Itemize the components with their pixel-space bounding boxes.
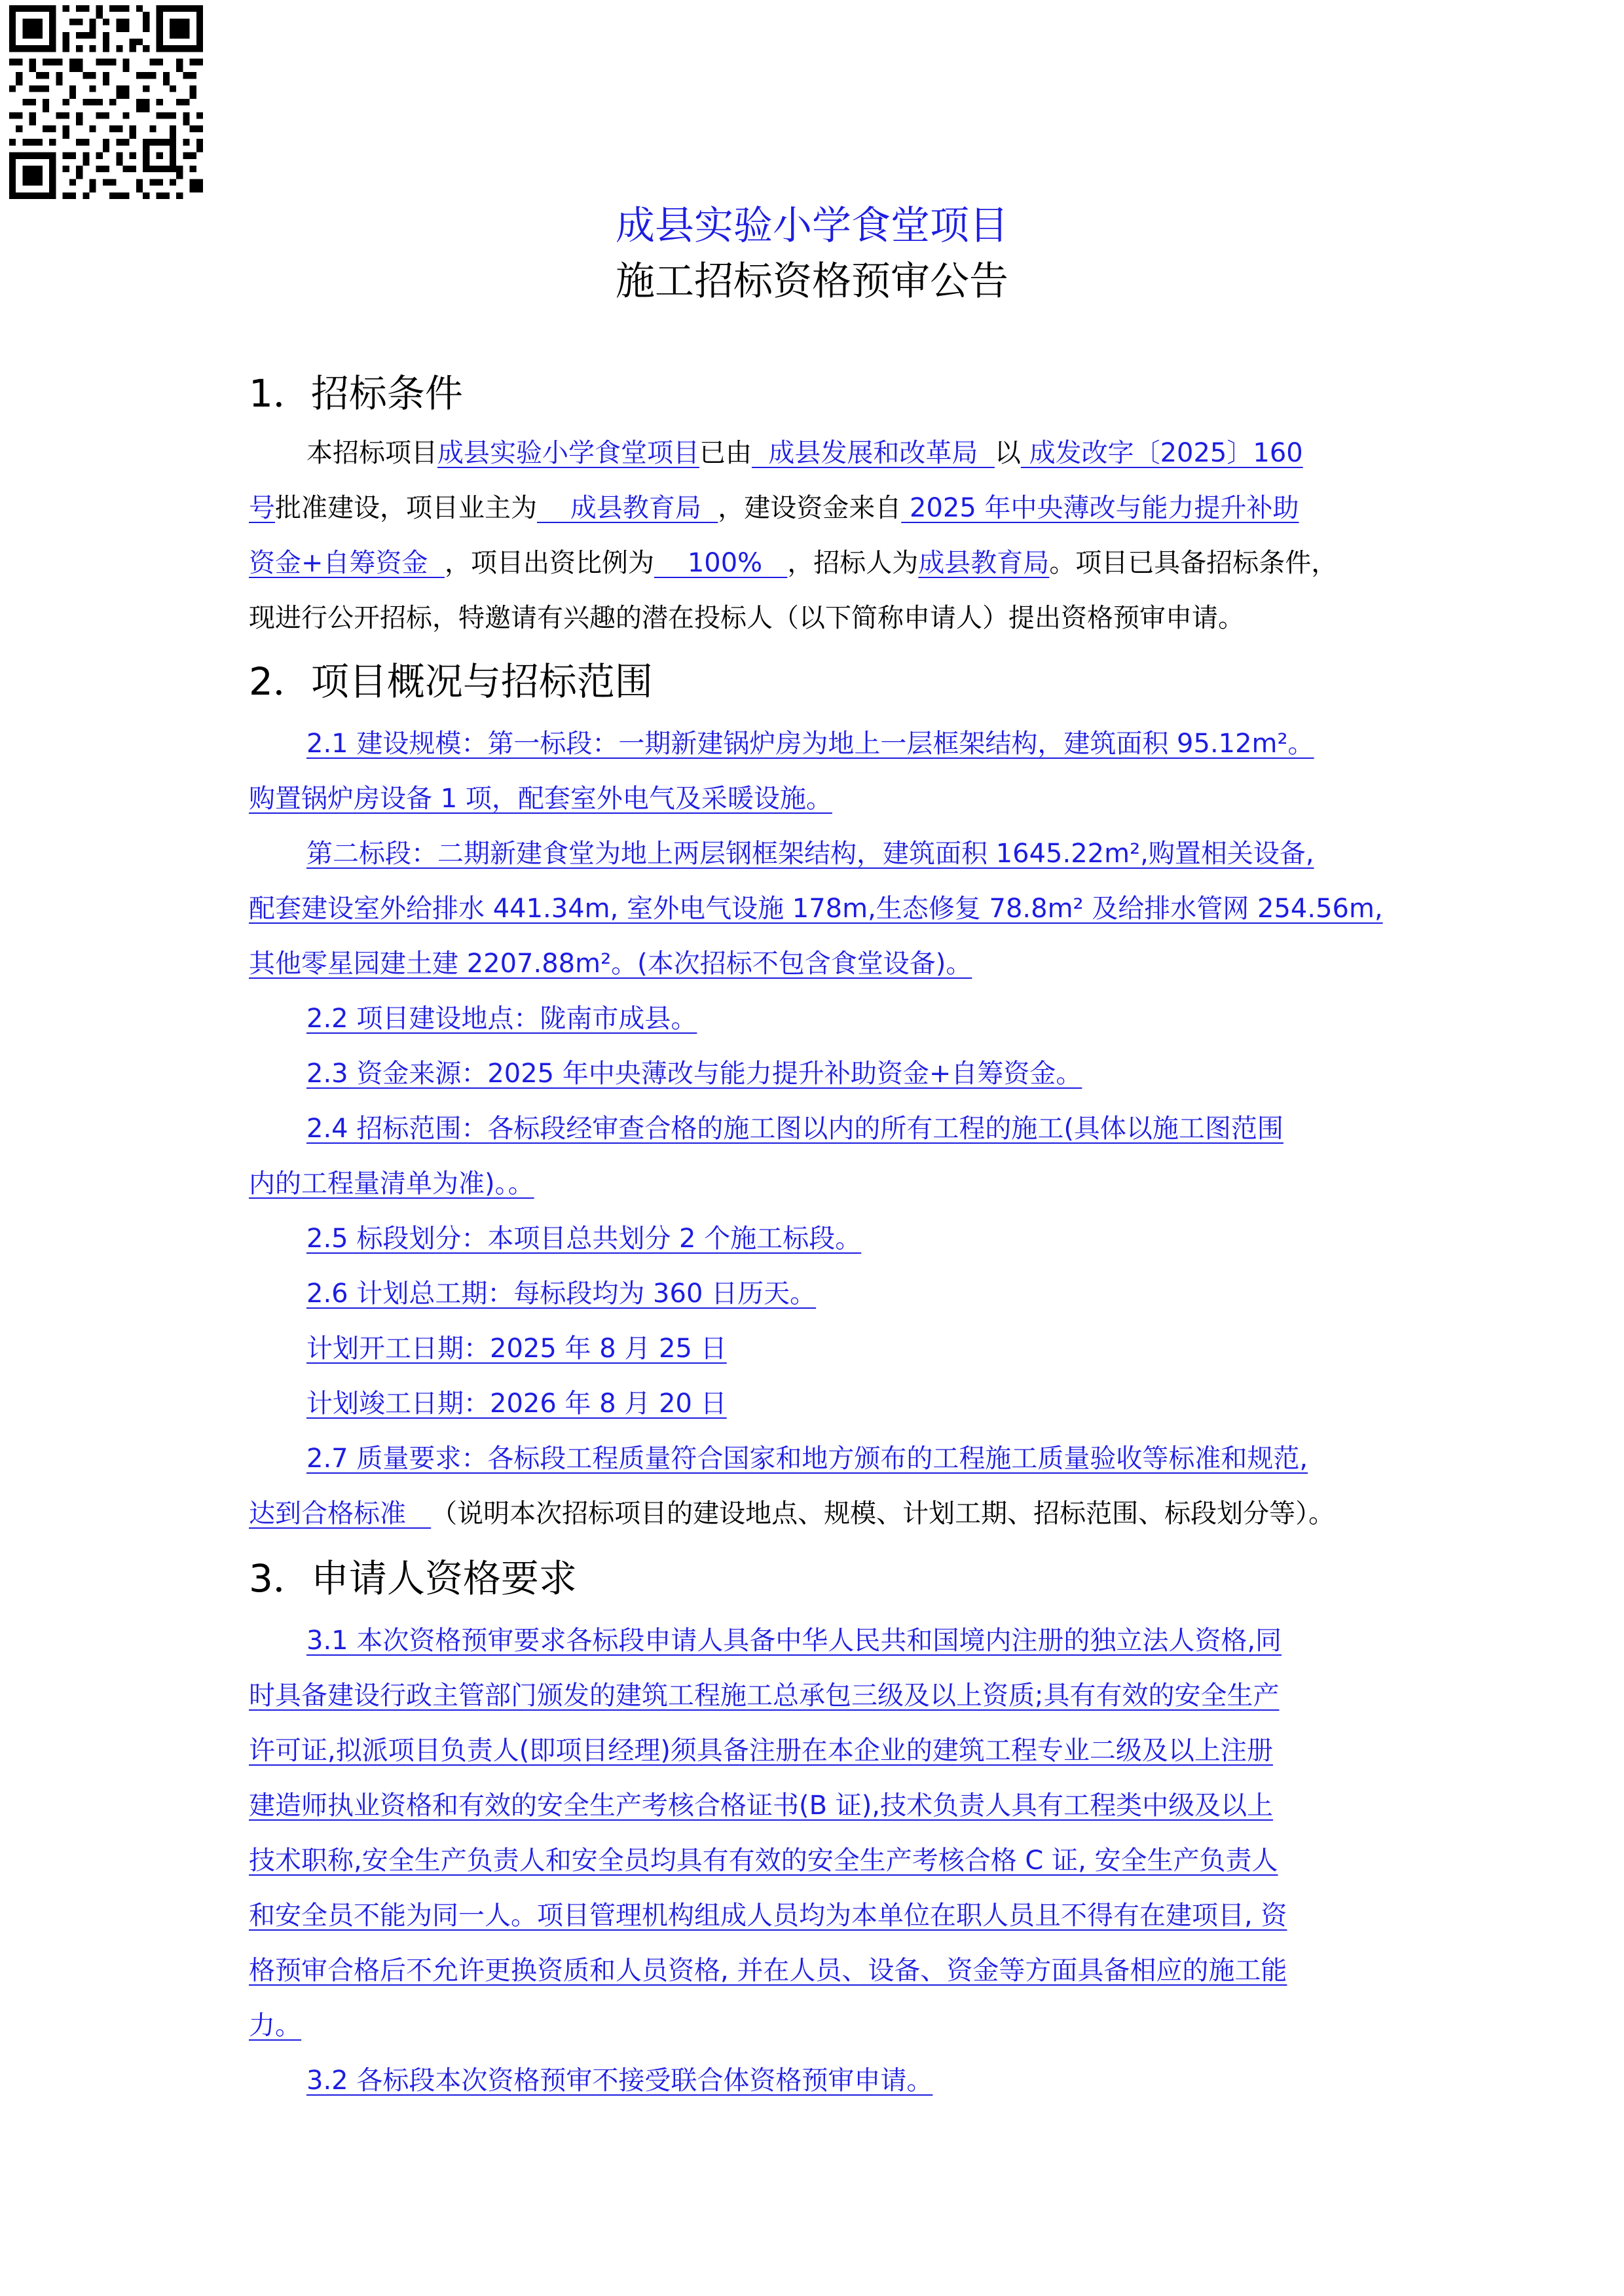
s1-text: ，建设资金来自 — [718, 493, 902, 523]
s2-line-3 — [249, 826, 1401, 881]
s2-text: 2.3 资金来源：2025 年中央薄改与能力提升补助资金+自筹资金。 — [306, 1059, 1082, 1089]
s2-text: 2.7 质量要求：各标段工程质量符合国家和地方颁布的工程施工质量验收等标准和规范, — [306, 1444, 1308, 1474]
fund-source-cont: 资金+自筹资金 — [249, 548, 445, 578]
s2-text: 2.1 建设规模：第一标段：一期新建锅炉房为地上一层框架结构，建筑面积 95.12m²。 — [306, 729, 1314, 759]
s3-text: 和安全员不能为同一人。项目管理机构组成人员均为本单位在职人员且不得有在建项目, 资 — [249, 1901, 1287, 1931]
s3-text: 技术职称,安全生产负责人和安全员均具有有效的安全生产考核合格 C 证, 安全生产负责人 — [249, 1846, 1278, 1876]
s1-text: ，招标人为 — [787, 548, 919, 578]
approval-doc-no-cont: 号 — [249, 493, 275, 523]
s2-line-14 — [249, 1431, 1401, 1486]
s2-line-6 — [249, 991, 1401, 1046]
s1-text: ，项目出资比例为 — [444, 548, 654, 578]
fund-ratio: 100% — [654, 548, 788, 578]
s2-text: 计划开工日期：2025 年 8 月 25 日 — [306, 1334, 727, 1364]
s3-text: 建造师执业资格和有效的安全生产考核合格证书(B 证),技术负责人具有工程类中级及以上 — [249, 1791, 1274, 1821]
s2-line-9 — [249, 1156, 1401, 1211]
s3-line-9 — [249, 2053, 1401, 2108]
s3-text: 3.1 本次资格预审要求各标段申请人具备中华人民共和国境内注册的独立法人资格,同 — [306, 1626, 1282, 1656]
s1-text: 以 — [994, 438, 1021, 468]
s1-line-4: 现进行公开招标，特邀请有兴趣的潜在投标人（以下简称申请人）提出资格预审申请。 — [249, 603, 1244, 633]
s2-line-4 — [249, 881, 1401, 936]
s1-line-1 — [249, 426, 1401, 481]
qr-code-icon — [9, 5, 203, 199]
s3-text: 力。 — [249, 2011, 301, 2041]
s2-line-15 — [249, 1486, 1401, 1541]
s3-line-3 — [249, 1723, 1401, 1778]
s3-text: 时具备建设行政主管部门颁发的建筑工程施工总承包三级及以上资质;具有有效的安全生产 — [249, 1681, 1280, 1711]
section-1-heading: 1．招标条件 — [249, 371, 463, 416]
s2-text: 第二标段：二期新建食堂为地上两层钢框架结构，建筑面积 1645.22m²,购置相关设备, — [306, 839, 1314, 869]
s1-text: 批准建设，项目业主为 — [275, 493, 537, 523]
s3-line-4 — [249, 1778, 1401, 1833]
s2-text: 2.2 项目建设地点：陇南市成县。 — [306, 1004, 697, 1034]
s2-line-8 — [249, 1101, 1401, 1156]
s3-line-7 — [249, 1943, 1401, 1998]
s1-text: 。项目已具备招标条件， — [1049, 548, 1338, 578]
s2-text: 内的工程量清单为准)。。 — [249, 1169, 534, 1199]
fund-source: 2025 年中央薄改与能力提升补助 — [901, 493, 1299, 523]
s2-text: 配套建设室外给排水 441.34m, 室外电气设施 178m,生态修复 78.8m² 及给排水管网 254.56m, — [249, 894, 1383, 924]
s1-text: 已由 — [699, 438, 752, 468]
s2-text: 计划竣工日期：2026 年 8 月 20 日 — [306, 1389, 727, 1419]
s2-line-10 — [249, 1211, 1401, 1266]
document-title: 成县实验小学食堂项目 — [616, 203, 1008, 249]
s3-line-2 — [249, 1668, 1401, 1723]
s1-line-3 — [249, 536, 1401, 591]
tenderer: 成县教育局 — [918, 548, 1050, 578]
approval-doc-no: 成发改字〔2025〕160 — [1020, 438, 1303, 468]
s2-note: （说明本次招标项目的建设地点、规模、计划工期、招标范围、标段划分等）。 — [431, 1499, 1335, 1529]
s3-line-8 — [249, 1998, 1401, 2053]
s1-text: 本招标项目 — [306, 438, 437, 468]
section-2-heading: 2．项目概况与招标范围 — [249, 659, 653, 704]
section-3-heading: 3．申请人资格要求 — [249, 1556, 577, 1601]
s3-line-1 — [249, 1613, 1401, 1668]
s2-text: 2.5 标段划分：本项目总共划分 2 个施工标段。 — [306, 1224, 862, 1254]
s3-line-6 — [249, 1888, 1401, 1943]
s2-line-11 — [249, 1266, 1401, 1321]
document-subtitle: 施工招标资格预审公告 — [616, 259, 1008, 304]
s3-text: 3.2 各标段本次资格预审不接受联合体资格预审申请。 — [306, 2066, 933, 2096]
project-name: 成县实验小学食堂项目 — [437, 438, 699, 468]
s2-line-7 — [249, 1046, 1401, 1101]
s2-line-5 — [249, 936, 1401, 991]
s3-line-5 — [249, 1833, 1401, 1888]
s2-text: 购置锅炉房设备 1 项，配套室外电气及采暖设施。 — [249, 784, 832, 814]
owner: 成县教育局 — [537, 493, 718, 523]
s2-text: 2.4 招标范围：各标段经审查合格的施工图以内的所有工程的施工(具体以施工图范围 — [306, 1114, 1283, 1144]
s2-line-12 — [249, 1321, 1401, 1376]
s1-line-2 — [249, 481, 1401, 536]
s3-text: 格预审合格后不允许更换资质和人员资格, 并在人员、设备、资金等方面具备相应的施工能 — [249, 1956, 1287, 1986]
s2-line-1 — [249, 716, 1401, 771]
quality-standard: 达到合格标准 — [249, 1499, 432, 1529]
s2-line-13 — [249, 1376, 1401, 1431]
s2-line-2 — [249, 771, 1401, 826]
approver: 成县发展和改革局 — [752, 438, 995, 468]
s3-text: 许可证,拟派项目负责人(即项目经理)须具备注册在本企业的建筑工程专业二级及以上注册 — [249, 1736, 1273, 1766]
s2-text: 其他零星园建土建 2207.88m²。(本次招标不包含食堂设备)。 — [249, 949, 972, 979]
s2-text: 2.6 计划总工期：每标段均为 360 日历天。 — [306, 1279, 817, 1309]
